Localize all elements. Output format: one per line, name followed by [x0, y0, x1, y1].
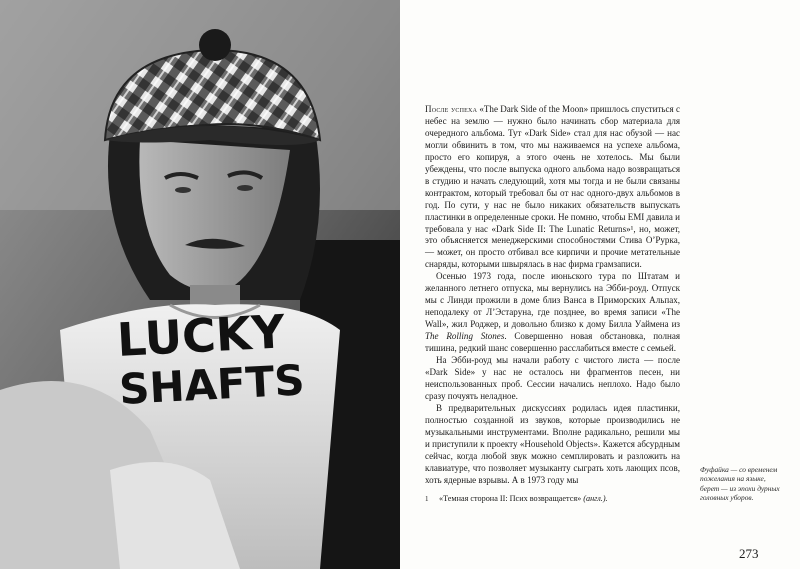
- paragraph-2-text-b: . Совершенно новая обстановка, полная тишина, редкий шанс совершенно расслабиться вместе с семьей.: [425, 331, 680, 354]
- paragraph-1-text: «The Dark Side of the Moon» пришлось спуститься с небес на землю — нужно было начинать сбор материала для очередного альбома. Тут «Dark Side» стал для нас обузой — нас могли обвинить в том, что мы наживаемся на успехе альбома, просто его копируя, а этого очень не хотелось. Мы были убеждены, что после выпуска одного альбома надо возвращаться в студию и начать следующий, хотя мы тогда и не были связаны контрактом, который требовал бы от нас одного-двух альбомов в год. По сути, у нас не было никаких обязательств выпускать пластинки в определенные сроки. Не помню, чтобы EMI давила и требовала у нас «Dark Side II: The Lunatic Returns»¹, но, может, это объясняется менеджерскими способностями Стива О’Рурка, — может, он просто отбивал все кирпичи и прочие метательные снаряды, которыми швырялась в нас фирма грамзаписи.: [425, 104, 680, 270]
- body-text: [425, 104, 680, 487]
- page-number: 273: [739, 546, 759, 561]
- shirt-text-line1: LUCKY: [115, 304, 287, 367]
- footnote-note: (англ.).: [583, 494, 608, 503]
- paragraph-1: [425, 104, 680, 271]
- footnote-number: 1: [425, 495, 429, 503]
- paragraph-2-text-a: Осенью 1973 года, после июньского тура по Штатам и желанного летнего отпуска, мы вернулись на Эбби-роуд. Отпуск мы с Линди прожили в доме близ Ванса в Приморских Альпах, неподалеку от Л’Эстаруна, где позднее, во время записи «The Wall», жил Роджер, и довольно близко к дому Билла Уаймена из: [425, 271, 680, 330]
- footnote-text: «Темная сторона II: Псих возвращается»: [439, 494, 582, 503]
- paragraph-4: В предварительных дискуссиях родилась идея пластинки, полностью созданной из звуков, которые производились не музыкальными инструментами. Вполне радикально, решили мы и приступили к проекту «Household Objects». Кажется абсурдным сейчас, когда любой звук можно семплировать и разложить на клавиатуре, что позволяет музыканту сыграть хоть лающих псов, хоть ядерные взрывы. А в 1973 году мы: [425, 402, 680, 485]
- paragraph-3: На Эбби-роуд мы начали работу с чистого листа — после «Dark Side» у нас не осталось ни фрагментов песен, ни неиспользованных проб. Сессии начались неплохо. Надо было сразу почуять неладное.: [425, 355, 680, 401]
- shirt-text-line2: SHAFTS: [117, 355, 306, 414]
- paragraph-2: [425, 271, 680, 355]
- lead-in: После успеха: [425, 104, 478, 114]
- photo-caption: Фуфайка — со временем пожелания на языке, берет — из эпохи дурных головных уборов.: [700, 465, 780, 502]
- footnote: [425, 494, 680, 504]
- band-name: The Rolling Stones: [425, 331, 505, 342]
- text-page: [400, 0, 800, 569]
